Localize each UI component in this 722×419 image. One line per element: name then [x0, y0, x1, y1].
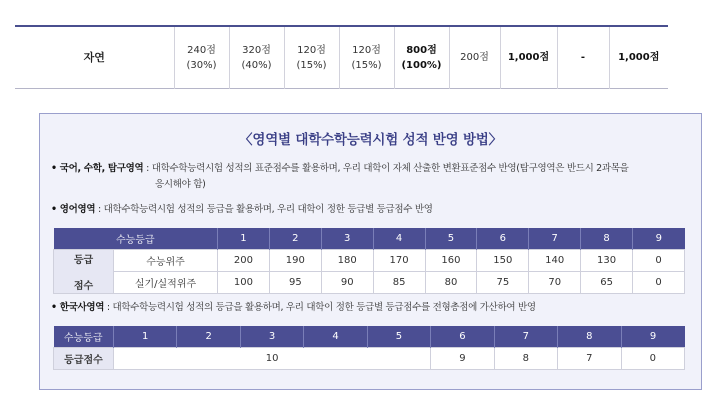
score-cell: 120점 (15%): [284, 26, 339, 89]
grade-col: 7: [529, 228, 581, 250]
grade-cell: 80: [425, 272, 477, 294]
grade-col: 9: [621, 326, 685, 348]
grade-cell: 8: [494, 348, 557, 370]
score-cell: 1,000점: [618, 52, 660, 63]
grade-cell: 95: [269, 272, 321, 294]
note-label: • 한국사영역: [51, 302, 105, 313]
grade-cell: 0: [621, 348, 685, 370]
grade-col: 4: [304, 326, 367, 348]
score-cell: 240점 (30%): [174, 26, 229, 89]
grade-cell: 70: [529, 272, 581, 294]
note-text: : 대학수학능력시험 성적의 등급을 활용하며, 우리 대학이 정한 등급별 등급점수 반영: [95, 204, 433, 215]
grade-col: 9: [633, 228, 685, 250]
note-korean-math-inquiry: [51, 161, 629, 193]
grade-cell-merged: 10: [114, 348, 431, 370]
grade-cell: 130: [581, 250, 633, 272]
table-row: [54, 272, 685, 294]
note-text: : 대학수학능력시험 성적의 표준점수를 활용하며, 우리 대학이 자체 산출한 변환표준점수 반영(탐구영역은 반드시 2과목을: [143, 163, 629, 174]
row-group-label: 등급 점수: [54, 250, 114, 294]
grade-cell: 75: [477, 272, 529, 294]
track-label: 자연: [15, 26, 174, 89]
grade-col: 2: [269, 228, 321, 250]
grade-header-label: 수능등급: [54, 228, 218, 250]
history-grade-table: [53, 326, 685, 370]
note-text: : 대학수학능력시험 성적의 등급을 활용하며, 우리 대학이 정한 등급별 등급점수를 전형총점에 가산하여 반영: [104, 302, 536, 313]
grade-cell: 190: [269, 250, 321, 272]
english-grade-table: [53, 228, 685, 294]
grade-header-row: [54, 228, 685, 250]
grade-cell: 160: [425, 250, 477, 272]
row-label: 수능위주: [114, 250, 218, 272]
row-label: 실기/실적위주: [114, 272, 218, 294]
grade-col: 2: [177, 326, 240, 348]
note-english: [51, 202, 433, 218]
grade-cell: 180: [321, 250, 373, 272]
table-row: [54, 348, 685, 370]
score-total-cell: 800점 (100%): [394, 26, 449, 89]
box-title: 〈영역별 대학수학능력시험 성적 반영 방법〉: [239, 132, 502, 148]
score-cell: 1,000점: [500, 26, 557, 89]
grade-col: 3: [321, 228, 373, 250]
table-row: [54, 250, 685, 272]
grade-cell: 200: [218, 250, 270, 272]
grade-cell: 0: [633, 272, 685, 294]
grade-cell: 85: [373, 272, 425, 294]
note-label: • 국어, 수학, 탐구영역: [51, 163, 144, 174]
grade-col: 5: [425, 228, 477, 250]
grade-col: 1: [114, 326, 177, 348]
row-label: 등급점수: [54, 348, 114, 370]
grade-cell: 150: [477, 250, 529, 272]
grade-col: 6: [431, 326, 494, 348]
grade-cell: 65: [581, 272, 633, 294]
grade-cell: 170: [373, 250, 425, 272]
grade-cell: 7: [558, 348, 621, 370]
score-row-nature: [15, 26, 668, 89]
note-history: [51, 300, 536, 316]
score-cell: -: [557, 26, 609, 89]
grade-col: 6: [477, 228, 529, 250]
grade-cell: 9: [431, 348, 494, 370]
grade-header-label: 수능등급: [54, 326, 114, 348]
grade-cell: 0: [633, 250, 685, 272]
grade-col: 8: [558, 326, 621, 348]
grade-col: 4: [373, 228, 425, 250]
grade-col: 1: [218, 228, 270, 250]
score-table: [15, 25, 668, 89]
score-cell: 120점 (15%): [339, 26, 394, 89]
grade-cell: 90: [321, 272, 373, 294]
score-cell: 200점: [449, 26, 500, 89]
note-label: • 영어영역: [51, 204, 96, 215]
grade-header-row: [54, 326, 685, 348]
grade-col: 7: [494, 326, 557, 348]
grade-cell: 140: [529, 250, 581, 272]
grade-cell: 100: [218, 272, 270, 294]
grade-col: 3: [240, 326, 303, 348]
grade-col: 8: [581, 228, 633, 250]
grade-col: 5: [367, 326, 430, 348]
note-text-cont: 응시해야 함): [155, 179, 206, 190]
score-cell: 320점 (40%): [229, 26, 284, 89]
